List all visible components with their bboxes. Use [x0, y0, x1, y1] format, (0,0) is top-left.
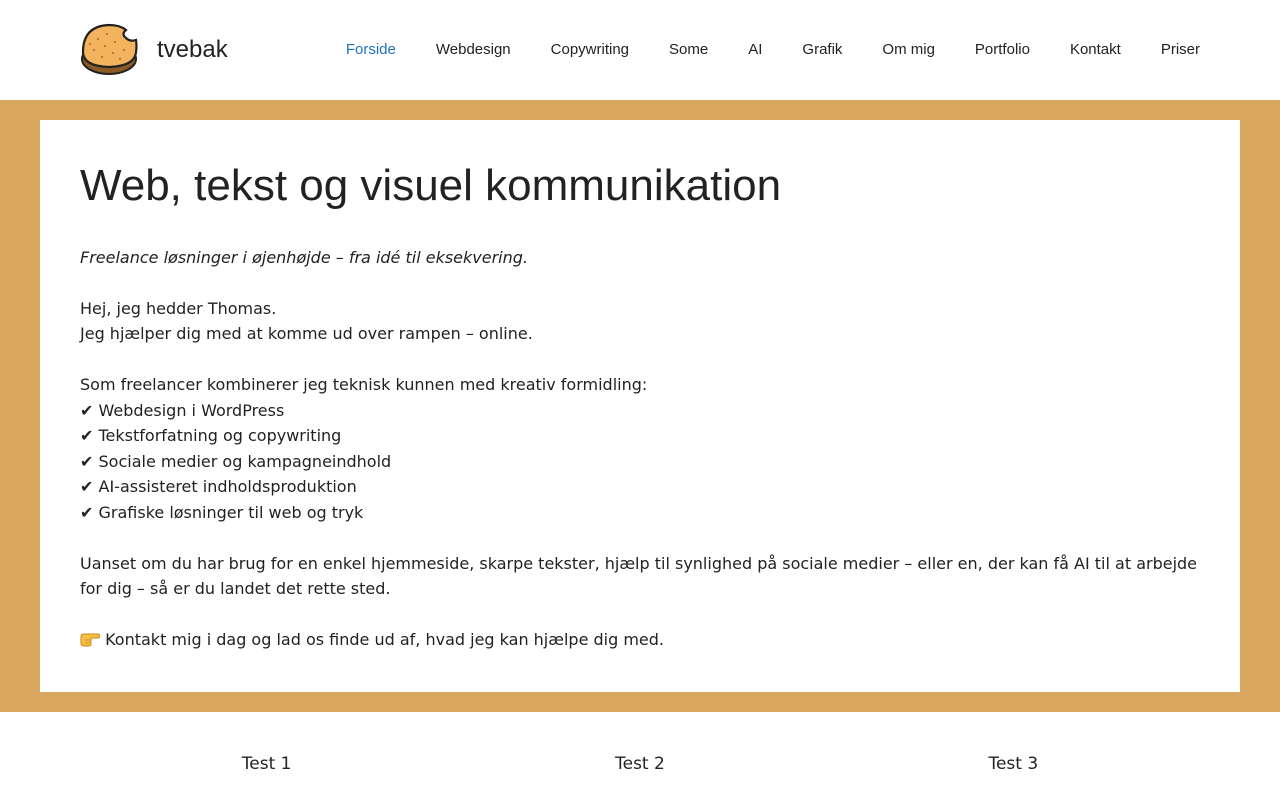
cta-text: Kontakt mig i dag og lad os finde ud af, hvad jeg kan hjælpe dig med.: [105, 630, 665, 650]
service-label: Tekstforfatning og copywriting: [98, 426, 342, 446]
service-item: [80, 423, 1200, 449]
nav-item-some[interactable]: Some: [669, 41, 709, 58]
footer-widgets: [0, 712, 1280, 800]
nav-item-om-mig[interactable]: Om mig: [882, 41, 935, 58]
intro-line: Hej, jeg hedder Thomas.: [80, 298, 277, 318]
cta-paragraph: [80, 627, 1200, 653]
check-icon: ✔: [80, 400, 94, 420]
intro-line: Jeg hjælper dig med at komme ud over rampen – online.: [80, 324, 533, 344]
service-label: AI-assisteret indholdsproduktion: [98, 477, 357, 497]
entry-content: [80, 245, 1200, 653]
site-title[interactable]: tvebak: [157, 36, 228, 63]
nav-item-kontakt[interactable]: Kontakt: [1069, 41, 1121, 58]
content-card: [40, 120, 1240, 692]
service-label: Webdesign i WordPress: [98, 400, 285, 420]
footer-widget: Test 1: [241, 754, 292, 774]
footer-widget: Test 2: [615, 754, 665, 774]
nav-item-copywriting[interactable]: Copywriting: [550, 41, 630, 58]
page-title: Web, tekst og visuel kommunikation: [80, 161, 782, 210]
nav-item-portfolio[interactable]: Portfolio: [974, 41, 1030, 58]
service-label: Grafiske løsninger til web og tryk: [98, 502, 364, 522]
nav-item-priser[interactable]: Priser: [1160, 41, 1200, 58]
check-icon: ✔: [80, 426, 94, 446]
nav-item-ai[interactable]: AI: [748, 41, 763, 58]
intro-paragraph: [80, 296, 1200, 347]
closing-paragraph: Uanset om du har brug for en enkel hjemmeside, skarpe tekster, hjælp til synlighed på sociale medier – eller en, der kan få AI til at arbejde for dig – så er du landet det rette sted.: [80, 553, 1198, 599]
footer-widget: Test 3: [988, 754, 1039, 774]
tagline: Freelance løsninger i øjenhøjde – fra idé til eksekvering.: [80, 247, 528, 267]
pointing-hand-icon: [80, 631, 100, 647]
services-intro: Som freelancer kombinerer jeg teknisk kunnen med kreativ formidling:: [80, 375, 648, 395]
check-icon: ✔: [80, 502, 94, 522]
site-header: [0, 0, 1280, 100]
branding: [80, 22, 228, 78]
site-logo-link[interactable]: [80, 22, 140, 78]
service-item: [80, 474, 1200, 500]
service-item: [80, 449, 1200, 475]
main-navigation: [326, 0, 1200, 100]
services-paragraph: [80, 372, 1200, 525]
nav-item-grafik[interactable]: Grafik: [802, 41, 843, 58]
check-icon: ✔: [80, 451, 94, 471]
check-icon: ✔: [80, 477, 94, 497]
content-band: [0, 100, 1280, 712]
nav-item-forside[interactable]: Forside: [345, 41, 396, 58]
service-item: [80, 500, 1200, 526]
service-item: [80, 398, 1200, 424]
nav-item-webdesign[interactable]: Webdesign: [435, 41, 511, 58]
bitten-cookie-icon: [80, 22, 140, 78]
service-label: Sociale medier og kampagneindhold: [98, 451, 392, 471]
